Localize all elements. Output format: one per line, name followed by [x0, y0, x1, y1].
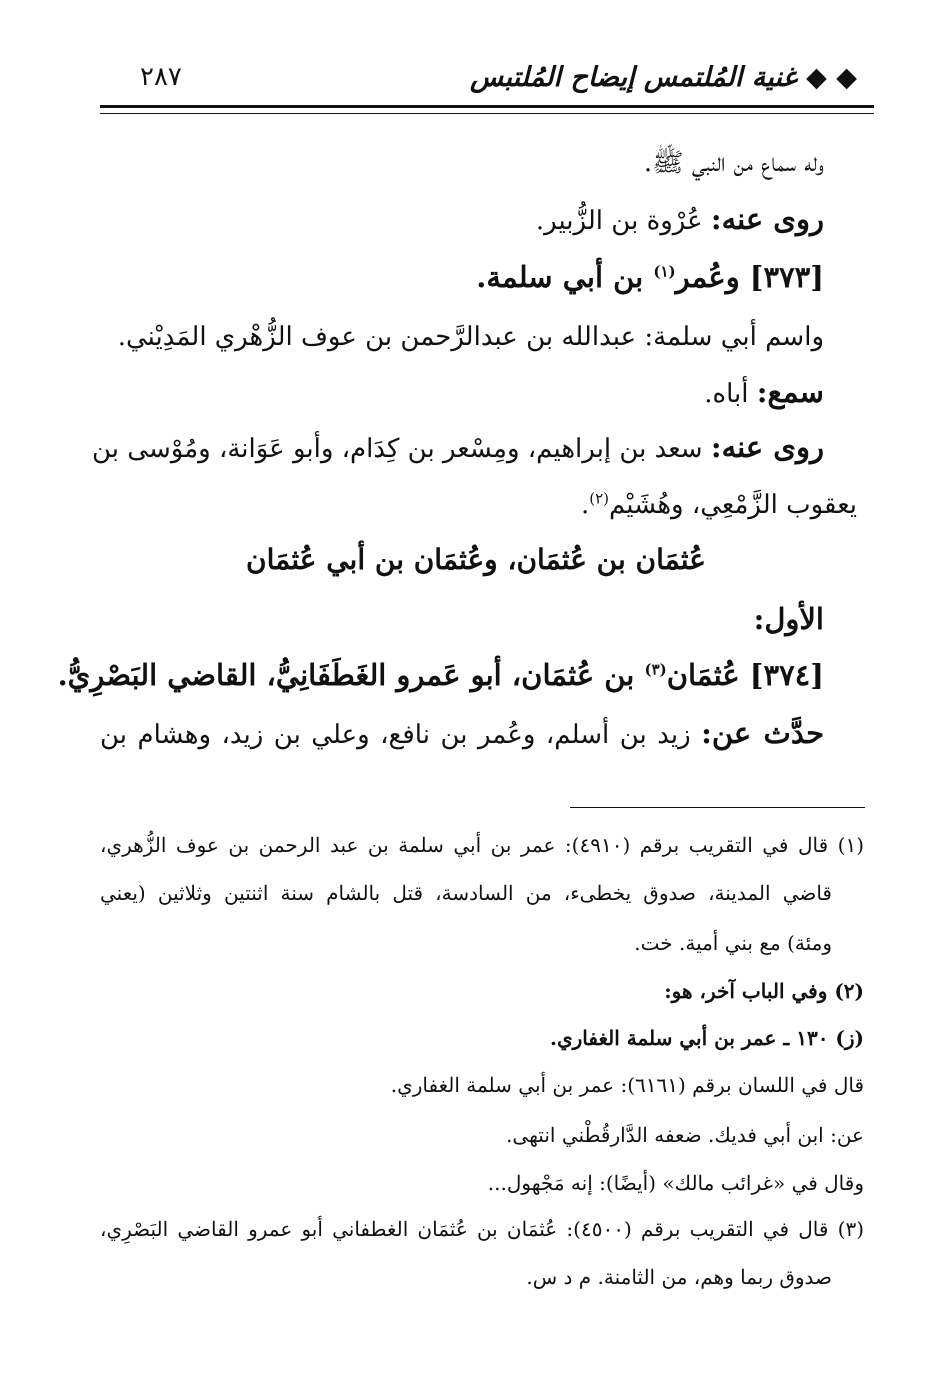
label-haddatha-an: حدَّث عن: [701, 716, 824, 750]
label-samia: سمع: [756, 375, 824, 409]
footnote-2-line: عن: ابن أبي فديك. ضعفه الدَّارقُطْني انتهى. [506, 1123, 864, 1147]
body-line [704, 373, 824, 413]
footnote-ref: (٣) [644, 660, 667, 679]
body-line: وله سماع من النبي ﷺ. [643, 148, 824, 178]
first-label: الأول: [753, 602, 824, 636]
body-line [92, 428, 824, 468]
footnote-ref: (٢) [589, 489, 609, 508]
body-line [581, 486, 857, 524]
footnote-2-entry: (ز) ١٣٠ ـ عمر بن أبي سلمة الغفاري. [550, 1026, 864, 1050]
body-text: زيد بن أسلم، وعُمر بن نافع، وعلي بن زيد، وهشام بن [100, 720, 702, 750]
footnote-3-cont: صدوق ربما وهم، من الثامنة. م د س. [526, 1265, 832, 1289]
entry-name: وعُمر [675, 260, 740, 294]
entry-number: [٣٧٣] [739, 260, 824, 294]
footnote-2: (٢) وفي الباب آخر، هو: [664, 979, 864, 1003]
footnote-ref: (١) [653, 262, 676, 281]
page-number: ٢٨٧ [140, 62, 182, 92]
entry-name: عُثمَان [666, 658, 740, 692]
entry-373 [476, 258, 824, 296]
entry-374 [58, 656, 824, 694]
footnote-2-line: وقال في «غرائب مالك» (أيضًا): إنه مَجْهول... [487, 1171, 864, 1195]
running-header [100, 60, 857, 100]
header-rule-thin [100, 113, 874, 114]
book-title: ◆ ◆ غنية المُلتمس إيضاح المُلتبس [470, 62, 857, 93]
entry-number: [٣٧٤] [739, 658, 824, 692]
label-rawa-anhu: روى عنه: [710, 430, 824, 464]
footnote-1: (١) قال في التقريب برقم (٤٩١٠): عمر بن أبي سلمة بن عبد الرحمن بن عوف الزُّهري، [100, 833, 865, 857]
footnote-2-line: قال في اللسان برقم (٦١٦١): عمر بن أبي سلمة الغفاري. [390, 1073, 864, 1097]
entry-name-rest: بن عُثمَان، أبو عَمرو الغَطَفَانِيُّ، القاضي البَصْرِيُّ. [57, 658, 645, 692]
body-line [100, 714, 824, 754]
punctuation: . [580, 490, 590, 520]
body-text: أباه. [704, 379, 757, 409]
footnote-1-cont: ومئة) مع بني أمية. خت. [634, 931, 832, 955]
footnote-separator [570, 807, 865, 808]
body-line: واسم أبي سلمة: عبدالله بن عبدالرَّحمن بن عوف الزُّهْري المَدِيْني. [117, 322, 824, 352]
footnote-3: (٣) قال في التقريب برقم (٤٥٠٠): عُثمَان بن عُثمَان الغطفاني أبو عمرو القاضي البَصْرِي، [100, 1217, 864, 1241]
entry-name-rest: بن أبي سلمة. [476, 260, 654, 294]
footnote-1-cont: قاضي المدينة، صدوق يخطىء، من السادسة، قتل بالشام سنة اثنتين وثلاثين (يعني [100, 881, 832, 905]
body-line [536, 200, 824, 240]
body-text: سعد بن إبراهيم، ومِسْعر بن كِدَام، وأبو عَوَانة، ومُوْسى بن [92, 434, 711, 464]
label-rawa-anhu: روى عنه: [710, 202, 824, 236]
body-text: عُرْوة بن الزُّبير. [535, 206, 711, 236]
body-text: يعقوب الزَّمْعِي، وهُشَيْم [608, 490, 857, 520]
header-rule-thick [100, 105, 874, 108]
section-heading: عُثمَان بن عُثمَان، وعُثمَان بن أبي عُثمَان [246, 543, 706, 576]
